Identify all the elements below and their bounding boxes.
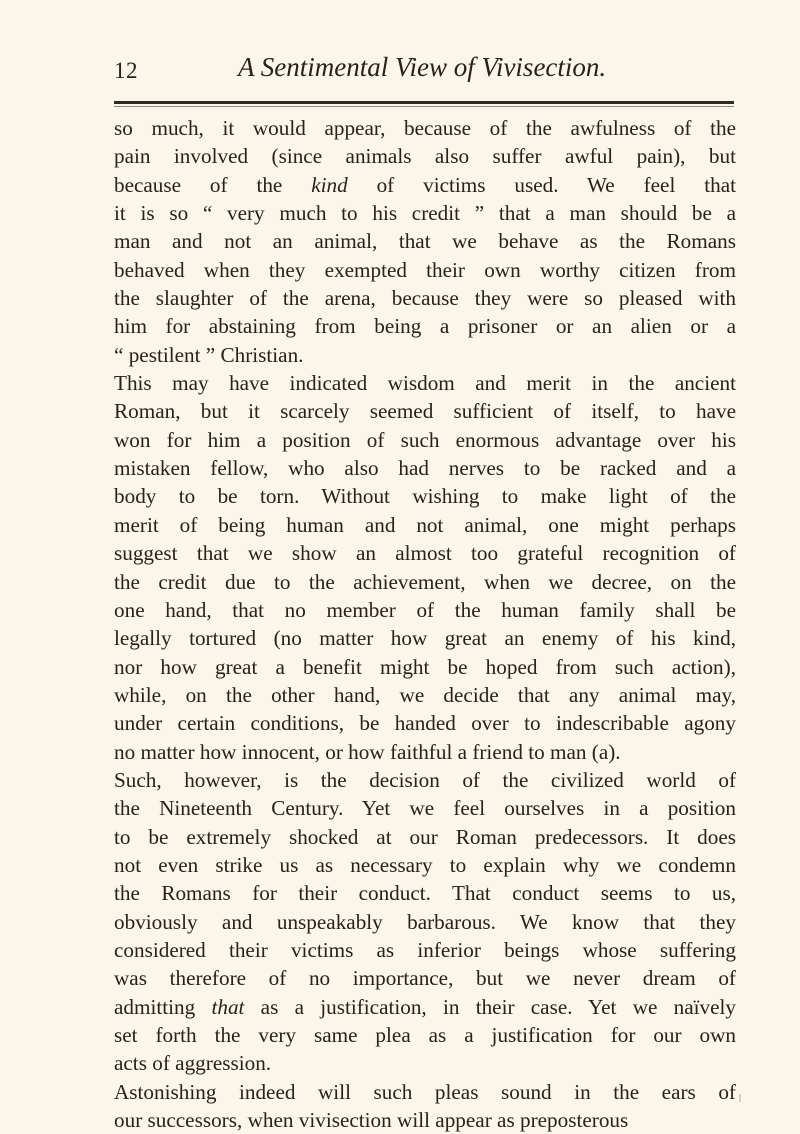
text-line: mistaken fellow, who also had nerves to be racked and a [114, 456, 736, 481]
running-title: A Sentimental View of Vivisection. [238, 52, 607, 82]
text-line: behaved when they exempted their own worthy citizen from [114, 257, 736, 282]
text-line: nor how great a benefit might be hoped from such action), [114, 654, 736, 679]
text-line: Roman, but it scarcely seemed sufficient of itself, to have [114, 399, 736, 424]
text-line: him for abstaining from being a prisoner or an alien or a [114, 314, 736, 339]
header-rule [114, 101, 734, 104]
text-line: was therefore of no importance, but we never dream of [114, 966, 736, 991]
text-line: This may have indicated wisdom and merit in the ancient [114, 371, 736, 396]
text-line: one hand, that no member of the human family shall be [114, 597, 736, 622]
text-line: man and not an animal, that we behave as the Romans [114, 229, 736, 254]
text-line: so much, it would appear, because of the awfulness of the [114, 116, 736, 140]
text-line: the Nineteenth Century. Yet we feel ourselves in a position [114, 796, 736, 821]
text-line: admitting that as a justification, in their case. Yet we naïvely [114, 994, 736, 1019]
text-line: Such, however, is the decision of the civilized world of [114, 767, 736, 792]
text-line: Astonishing indeed will such pleas sound in the ears of [114, 1079, 736, 1104]
text-line: while, on the other hand, we decide that any animal may, [114, 682, 736, 707]
text-line: the Romans for their conduct. That conduct seems to us, [114, 881, 736, 906]
paper-speck [739, 1094, 741, 1102]
text-line: merit of being human and not animal, one might perhaps [114, 512, 736, 537]
text-line: no matter how innocent, or how faithful a friend to man (a). [114, 739, 621, 764]
text-line: to be extremely shocked at our Roman predecessors. It does [114, 824, 736, 849]
text-line: body to be torn. Without wishing to make light of the [114, 484, 736, 509]
body-text [114, 114, 736, 1134]
text-line: under certain conditions, be handed over to indescribable agony [114, 711, 736, 736]
text-line: the credit due to the achievement, when we decree, on the [114, 569, 736, 594]
page-header [114, 52, 736, 102]
italic-word: that [211, 994, 245, 1019]
text-line: considered their victims as inferior beings whose suffering [114, 937, 736, 962]
text-line: because of the kind of victims used. We feel that [114, 172, 736, 197]
text-line: the slaughter of the arena, because they were so pleased with [114, 286, 736, 311]
text-line: set forth the very same plea as a justification for our own [114, 1023, 736, 1047]
italic-word: kind [311, 172, 348, 197]
text-line: it is so “ very much to his credit ” that a man should be a [114, 201, 736, 226]
text-line: suggest that we show an almost too grateful recognition of [114, 541, 736, 566]
header-rule-thin [114, 106, 734, 107]
text-line: won for him a position of such enormous advantage over his [114, 427, 736, 452]
text-line: our successors, when vivisection will appear as preposterous [114, 1108, 629, 1133]
text-line: obviously and unspeakably barbarous. We know that they [114, 909, 736, 934]
text-line: acts of aggression. [114, 1051, 272, 1076]
text-line: not even strike us as necessary to explain why we condemn [114, 852, 736, 877]
text-line: “ pestilent ” Christian. [114, 342, 304, 367]
text-line: legally tortured (no matter how great an enemy of his kind, [114, 626, 736, 651]
text-line: pain involved (since animals also suffer awful pain), but [114, 144, 736, 169]
page-number: 12 [114, 58, 138, 83]
